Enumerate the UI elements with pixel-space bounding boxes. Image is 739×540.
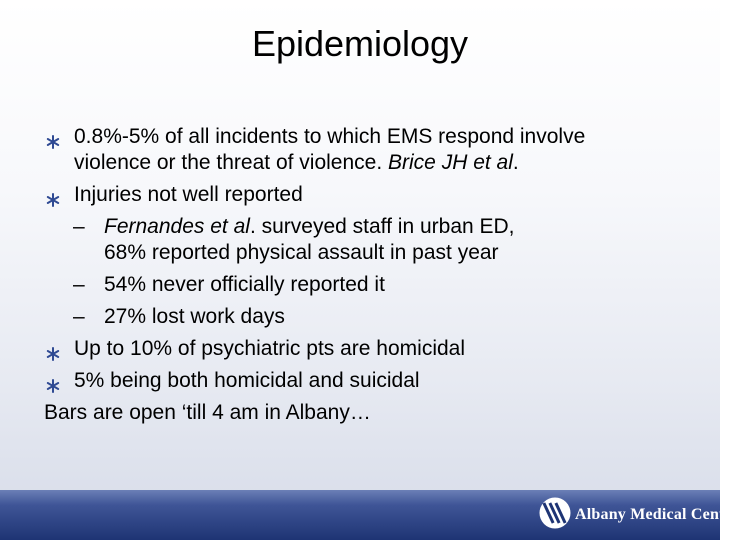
- asterisk-bullet-icon: [46, 342, 60, 356]
- bullet-item: [0, 124, 700, 150]
- sub-item-continuation: [0, 240, 700, 266]
- citation: Fernandes et al: [104, 215, 250, 238]
- footer-brand-text: Albany Medical Center: [575, 506, 739, 523]
- bullet-text: violence or the threat of violence.: [74, 151, 389, 174]
- citation: Brice JH et al: [388, 151, 513, 174]
- bullet-text: 5% being both homicidal and suicidal: [74, 369, 420, 392]
- sub-item: [0, 272, 700, 298]
- asterisk-bullet-icon: [46, 130, 60, 144]
- bullet-text-end: .: [512, 151, 519, 174]
- bullet-text: Injuries not well reported: [74, 183, 303, 206]
- dash-marker: –: [73, 215, 85, 238]
- dash-marker: –: [73, 305, 85, 328]
- closing-line: Bars are open ‘till 4 am in Albany…: [44, 401, 371, 424]
- bullet-item: [0, 336, 700, 362]
- sub-item: [0, 214, 700, 240]
- sub-item-text: 54% never officially reported it: [104, 273, 385, 296]
- dash-marker: –: [73, 273, 85, 296]
- slide-body: [0, 124, 700, 426]
- bullet-item: [0, 368, 700, 394]
- bullet-continuation: [0, 150, 700, 176]
- sub-item: [0, 304, 700, 330]
- sub-item-text: 27% lost work days: [104, 305, 285, 328]
- asterisk-bullet-icon: [46, 188, 60, 202]
- bullet-text: 0.8%-5% of all incidents to which EMS respond involve: [74, 125, 586, 148]
- albany-medical-center-logo-icon: [538, 496, 572, 530]
- asterisk-bullet-icon: [46, 374, 60, 388]
- bullet-text: Up to 10% of psychiatric pts are homicidal: [74, 337, 466, 360]
- sub-item-text: 68% reported physical assault in past year: [104, 241, 499, 264]
- bullet-item: [0, 182, 700, 208]
- slide-title: Epidemiology: [251, 23, 469, 64]
- sub-item-text: . surveyed staff in urban ED,: [249, 215, 515, 238]
